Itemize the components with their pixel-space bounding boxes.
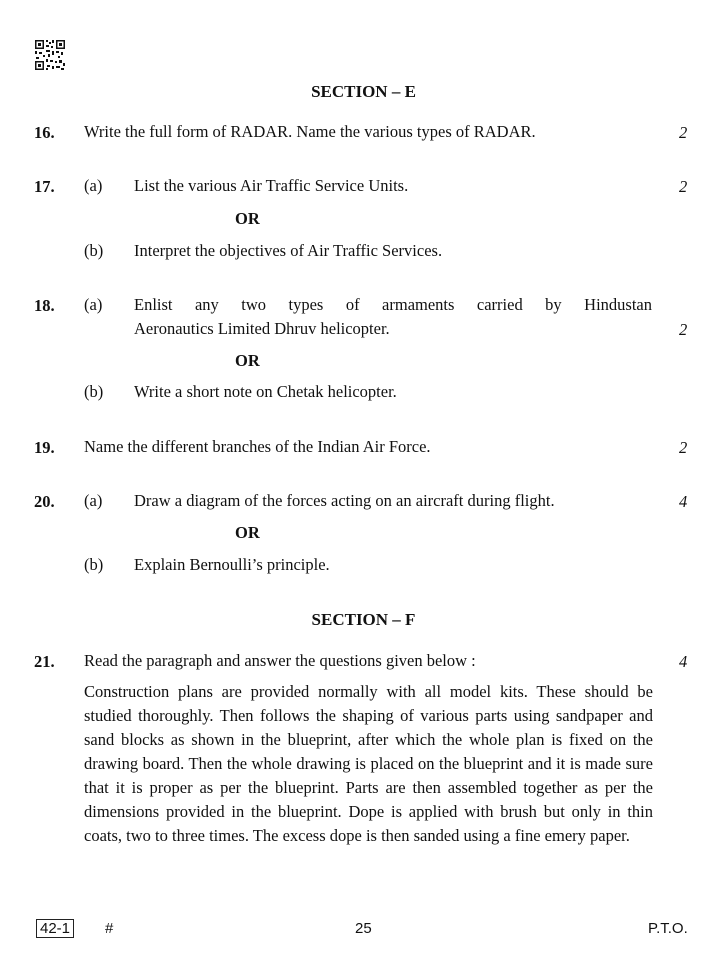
question-21-paragraph: Construction plans are provided normally with all model kits. These should be studied thoroughly. Then follows the shaping of various parts using sandpaper and sand blocks as shown in the blueprint, after which the whole plan is fixed on the drawing board. Then the whole drawing is placed on the blueprint and it is made sure that it is proper as per the blueprint. Parts are then assembled together as per the dimensions provided in the blueprint. Dope is applied with brush but only in thin coats, two to three times. The excess dope is then sanded using a fine emery paper.: [84, 682, 653, 845]
question-16-marks: 2: [679, 123, 688, 142]
question-18b-label: (b): [84, 382, 104, 401]
question-18a-label: (a): [84, 295, 103, 314]
question-19-marks: 2: [679, 438, 688, 457]
qr-code-icon: [34, 39, 66, 71]
question-18a-text-line1: Enlist any two types of armaments carried by Hindustan: [134, 295, 652, 314]
question-21-marks: 4: [679, 652, 688, 671]
paper-code: 42-1: [36, 919, 74, 938]
question-17a-label: (a): [84, 176, 103, 195]
question-17b-text: Interpret the objectives of Air Traffic Services.: [134, 241, 443, 260]
question-18b-text: Write a short note on Chetak helicopter.: [134, 382, 397, 401]
question-18-marks: 2: [679, 320, 688, 339]
question-17b-label: (b): [84, 241, 104, 260]
question-16-text: Write the full form of RADAR. Name the various types of RADAR.: [84, 122, 536, 141]
section-e-title: SECTION – E: [311, 82, 416, 101]
question-17-number: 17.: [34, 177, 55, 196]
question-17-or: OR: [235, 209, 260, 228]
section-f-title: SECTION – F: [311, 610, 416, 629]
question-20b-label: (b): [84, 555, 104, 574]
question-18-number: 18.: [34, 296, 55, 315]
page-number: 25: [355, 920, 372, 937]
question-18-or: OR: [235, 351, 260, 370]
hash-mark: #: [105, 920, 114, 937]
question-20-marks: 4: [679, 492, 688, 511]
question-21-number: 21.: [34, 652, 55, 671]
question-20a-text: Draw a diagram of the forces acting on an aircraft during flight.: [134, 491, 555, 510]
question-19-number: 19.: [34, 438, 55, 457]
question-20-number: 20.: [34, 492, 55, 511]
question-20a-label: (a): [84, 491, 103, 510]
question-21-intro: Read the paragraph and answer the questions given below :: [84, 651, 476, 670]
question-20-or: OR: [235, 523, 260, 542]
question-20b-text: Explain Bernoulli’s principle.: [134, 555, 330, 574]
pto-label: P.T.O.: [648, 920, 688, 937]
question-16-number: 16.: [34, 123, 55, 142]
question-17a-text: List the various Air Traffic Service Units.: [134, 176, 409, 195]
question-18a-text-line2: Aeronautics Limited Dhruv helicopter.: [134, 319, 390, 338]
question-19-text: Name the different branches of the Indian Air Force.: [84, 437, 431, 456]
question-17-marks: 2: [679, 177, 688, 196]
